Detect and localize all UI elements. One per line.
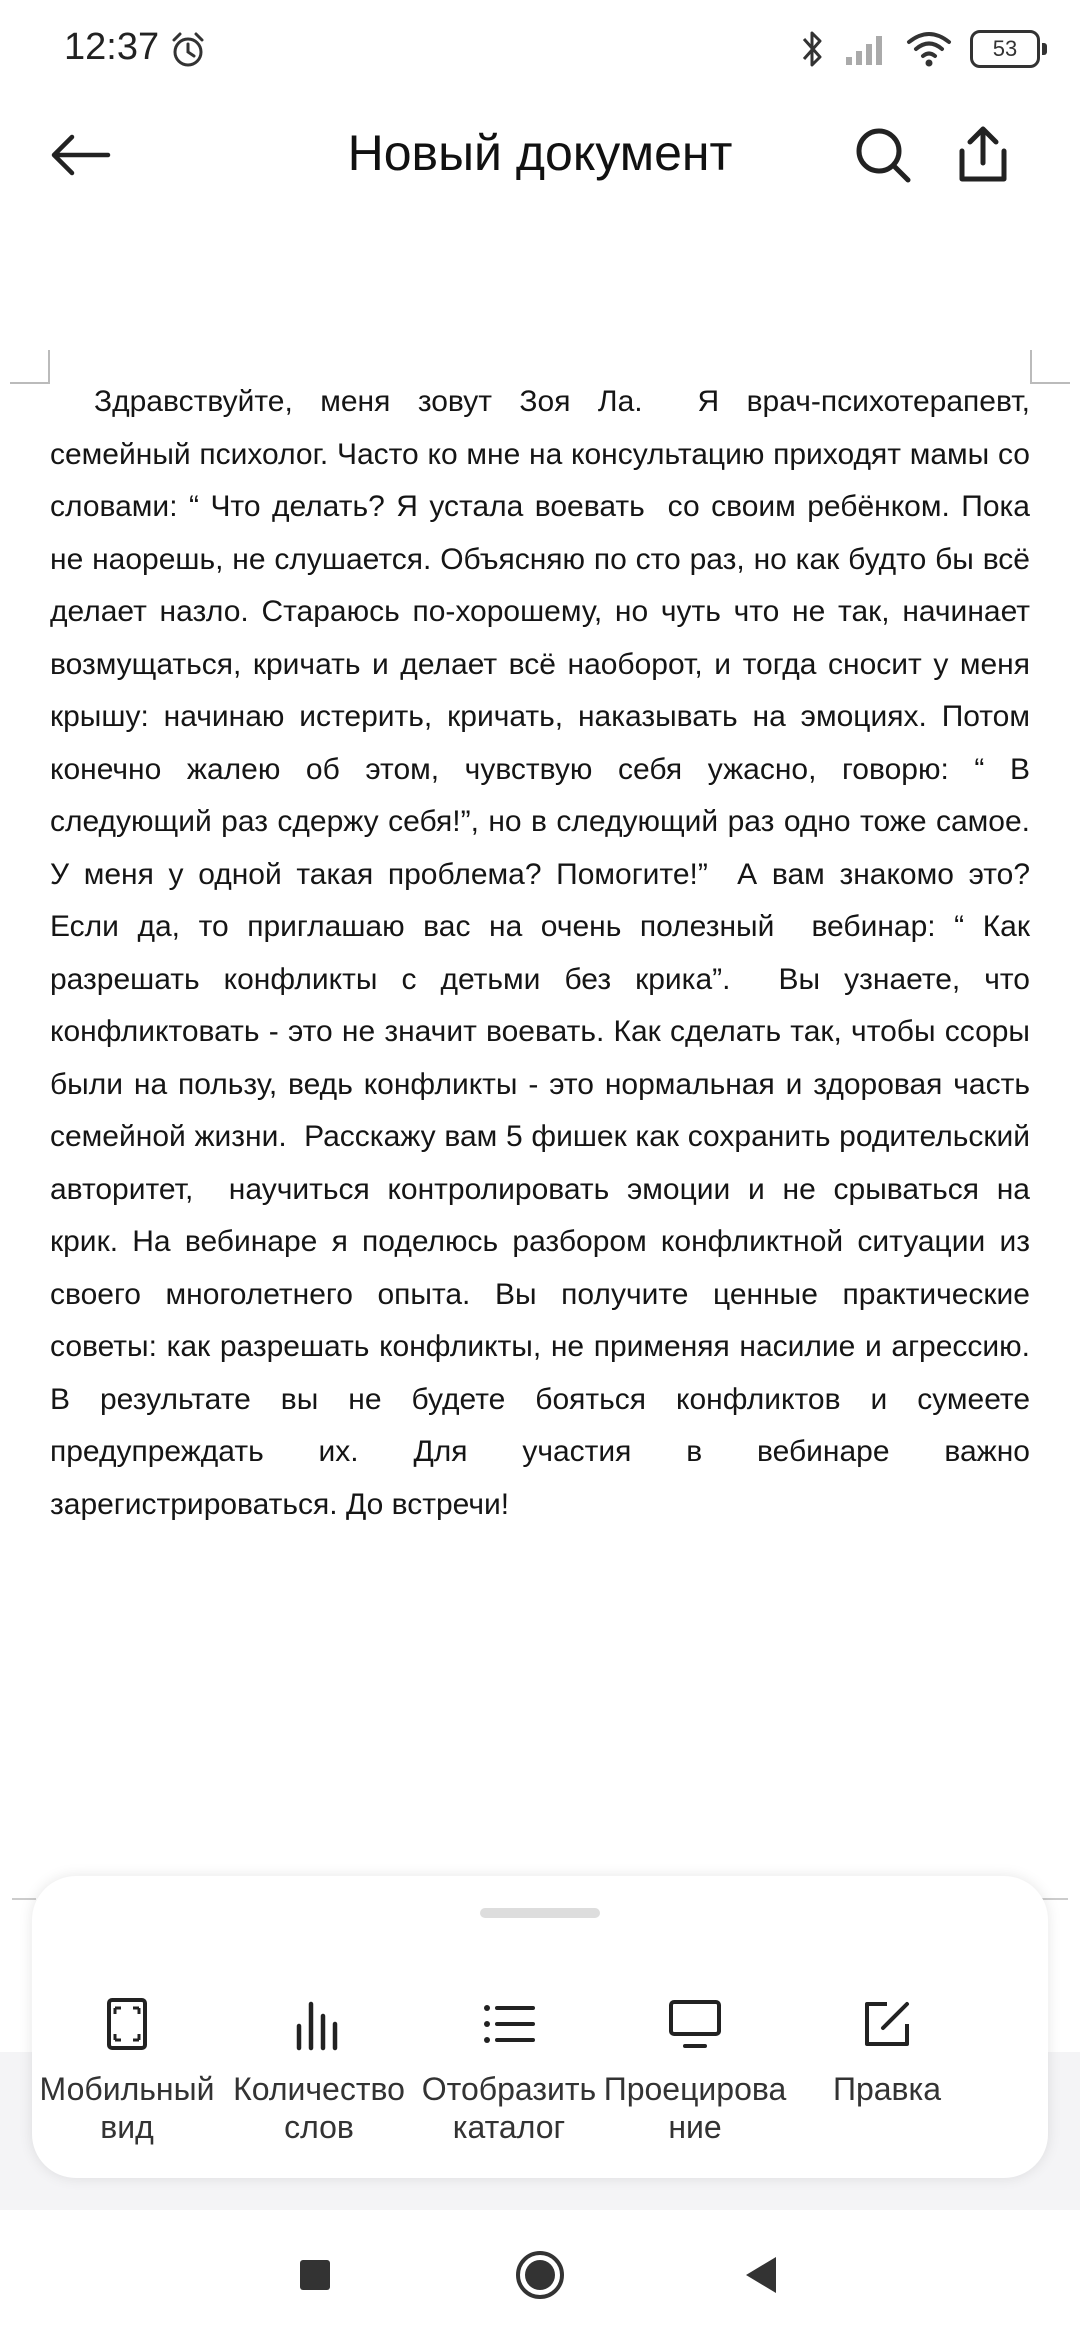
sheet-actions bbox=[32, 1994, 1048, 2164]
status-bar bbox=[0, 0, 1080, 100]
action-label-line2: каталог bbox=[452, 2109, 566, 2145]
page-title: Новый документ bbox=[347, 125, 733, 181]
wifi-icon bbox=[906, 30, 952, 68]
document-body-text[interactable]: Здравствуйте, меня зовут Зоя Ла. Я врач-психотерапевт, семейный психолог. Часто ко мне на консультацию приходят мамы со словами: “ Что делать? Я устала воевать со своим ребёнком. Пока не наорешь, не слушается. Объясняю по сто раз, но как будто бы всё делает назло. Стараюсь по-хорошему, но чуть что не так, начинает возмущаться, кричать и делает всё наоборот, и тогда сносит у меня крышу: начинаю истерить, кричать, наказывать на эмоциях. Потом конечно жалею об этом, чувствую себя ужасно, говорю: “ В следующий раз сдержу себя!”, но в следующий раз одно тоже самое. У меня у одной такая проблема? Помогите!” А вам знакомо это? Если да, то приглашаю вас на очень полезный вебинар: “ Как разрешать конфликты с детьми без крика”. Вы узнаете, что конфликтовать - это не значит воевать. Как сделать так, чтобы ссоры были на пользу, ведь конфликты - это нормальная и здоровая часть семейной жизни. Расскажу вам 5 фишек как сохранить родительский авторитет, научиться контролировать эмоции и не срываться на крик. На вебинаре я поделюсь разбором конфликтной ситуации из своего многолетнего опыта. Вы получите ценные практические советы: как разрешать конфликты, не применяя насилие и агрессию. В результате вы не будете бояться конфликтов и сумеете предупреждать их. Для участия в вебинаре важно зарегистрироваться. До встречи! bbox=[50, 385, 1047, 1521]
bluetooth-icon bbox=[800, 29, 826, 69]
search-icon bbox=[854, 126, 912, 184]
edit-icon bbox=[857, 1994, 917, 2054]
back-nav-button[interactable] bbox=[725, 2240, 795, 2310]
battery-icon bbox=[970, 30, 1040, 68]
search-button[interactable] bbox=[848, 120, 918, 190]
page-divider bbox=[1042, 1898, 1068, 1900]
action-label-line2: вид bbox=[100, 2109, 154, 2145]
status-icons bbox=[800, 24, 1040, 74]
action-label-line1: Проецирова bbox=[603, 2071, 787, 2107]
alarm-icon bbox=[168, 30, 208, 70]
action-label-line1: Правка bbox=[832, 2071, 942, 2107]
recents-icon bbox=[298, 2258, 332, 2292]
share-icon bbox=[956, 125, 1010, 185]
edit-button[interactable] bbox=[792, 1994, 982, 2108]
battery-level: 53 bbox=[992, 36, 1018, 61]
action-label-line2: ние bbox=[668, 2109, 722, 2145]
action-label bbox=[224, 2070, 414, 2146]
status-time: 12:37 bbox=[64, 26, 160, 68]
word-count-button[interactable] bbox=[224, 1994, 414, 2146]
signal-icon bbox=[844, 31, 888, 67]
page-corner-marker bbox=[10, 350, 50, 384]
home-icon bbox=[514, 2249, 566, 2301]
recents-button[interactable] bbox=[280, 2240, 350, 2310]
app-bar bbox=[0, 100, 1080, 210]
projection-icon bbox=[665, 1994, 725, 2054]
back-icon bbox=[740, 2253, 780, 2297]
show-catalog-button[interactable] bbox=[414, 1994, 604, 2146]
page-corner-marker bbox=[1030, 350, 1070, 384]
action-label bbox=[600, 2070, 790, 2146]
action-label-line1: Мобильный bbox=[39, 2071, 215, 2107]
projection-button[interactable] bbox=[600, 1994, 790, 2146]
sheet-drag-handle[interactable] bbox=[480, 1908, 600, 1918]
word-count-icon bbox=[289, 1994, 349, 2054]
catalog-icon bbox=[479, 1994, 539, 2054]
action-label-line2: слов bbox=[284, 2109, 354, 2145]
action-label bbox=[32, 2070, 222, 2146]
page-divider bbox=[12, 1898, 36, 1900]
home-button[interactable] bbox=[505, 2240, 575, 2310]
navigation-bar bbox=[0, 2210, 1080, 2340]
mobile-view-button[interactable] bbox=[32, 1994, 222, 2146]
bottom-sheet bbox=[32, 1876, 1048, 2178]
action-label-line1: Количество bbox=[233, 2071, 405, 2107]
action-label-line1: Отобразить bbox=[421, 2071, 597, 2107]
mobile-view-icon bbox=[97, 1994, 157, 2054]
share-button[interactable] bbox=[948, 118, 1018, 192]
action-label bbox=[792, 2070, 982, 2108]
action-label bbox=[414, 2070, 604, 2146]
